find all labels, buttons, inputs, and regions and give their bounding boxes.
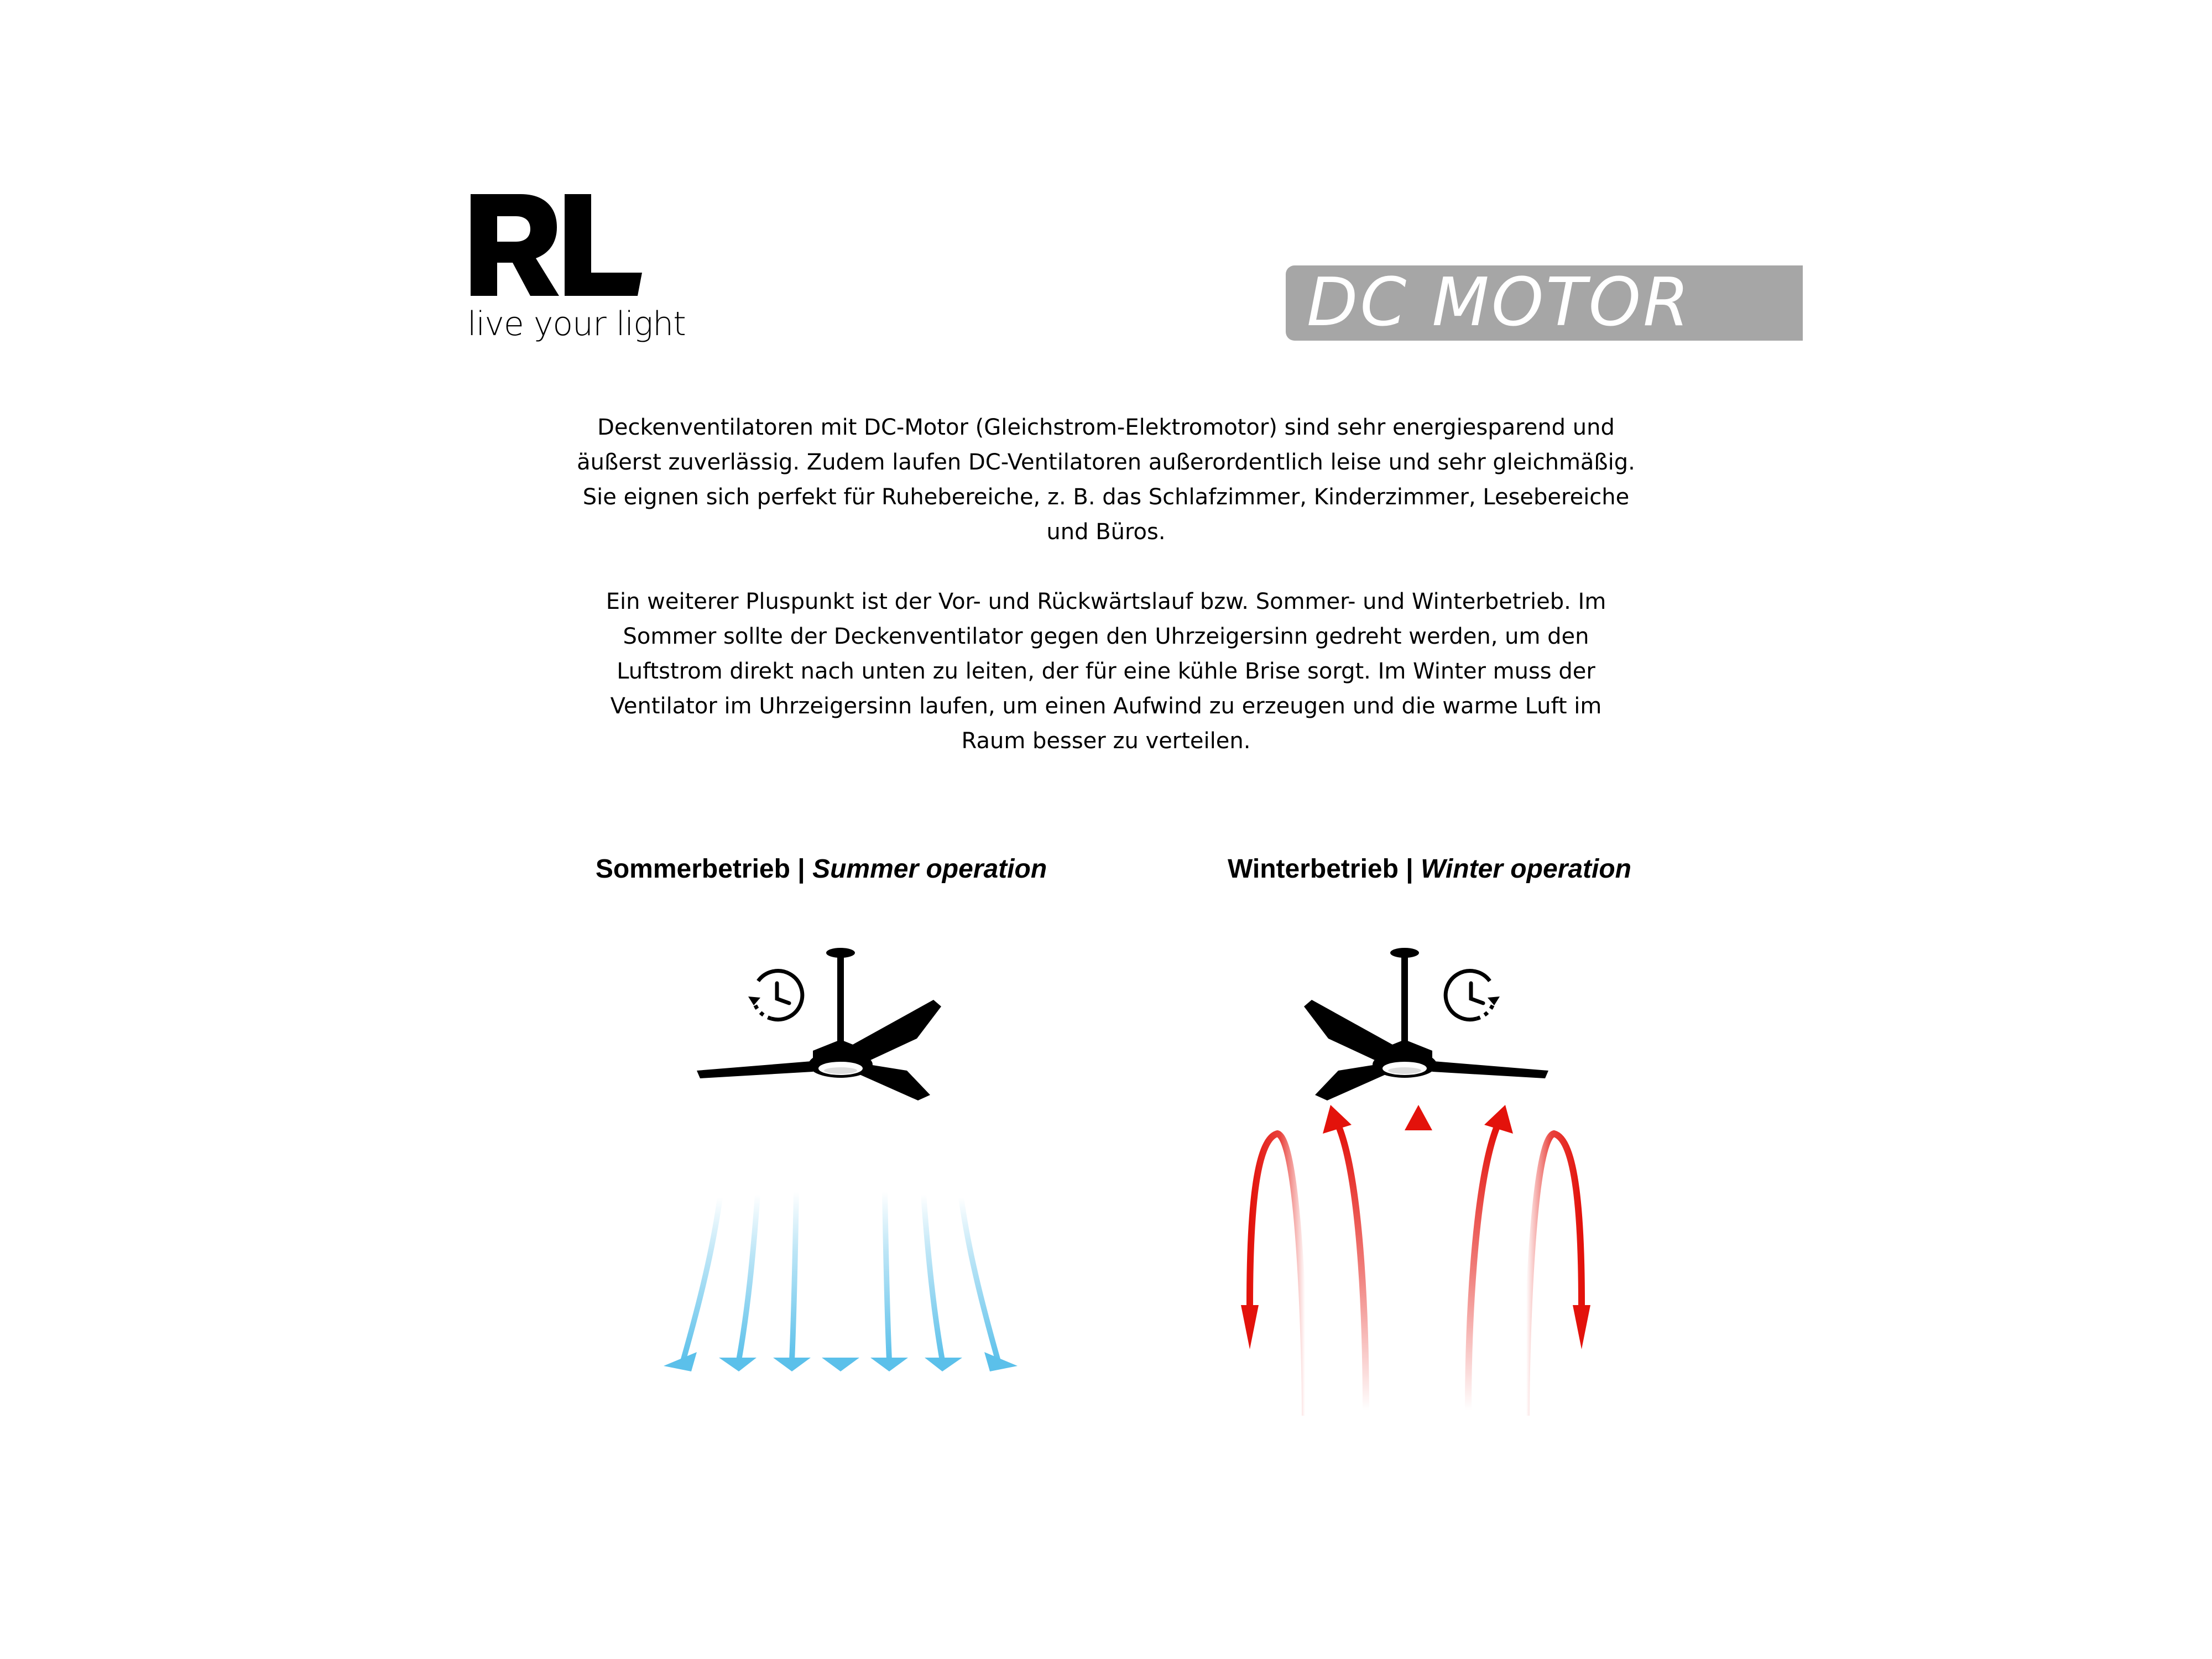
ceiling-fan-icon — [1304, 948, 1548, 1100]
clockwise-clock-icon — [1446, 971, 1500, 1020]
description-paragraph-1: Deckenventilatoren mit DC-Motor (Gleichstrom-Elektromotor) sind sehr energiesparend und äußerst zuverlässig. Zudem laufen DC-Ventilatoren außerordentlich leise und sehr gleichmäßig. Sie eignen sich perfekt für Ruhebereiche, z. B. das Schlafzimmer, Kinderzimmer, Lesebereiche und Büros. — [577, 415, 1635, 545]
description-paragraph-2: Ein weiterer Pluspunkt ist der Vor- und Rückwärtslauf bzw. Sommer- und Winterbetrieb. Im Sommer sollte der Deckenventilator gegen den Uhrzeigersinn gedreht werden, um den Luftstrom direkt nach unten zu leiten, der für eine kühle Brise sorgt. Im Winter muss der Ventilator im Uhrzeigersinn laufen, um einen Aufwind zu erzeugen und die warme Luft im Raum besser zu verteilen. — [606, 589, 1606, 754]
rl-logo-mark — [467, 191, 644, 301]
summer-title-en: Summer operation — [812, 854, 1047, 884]
winter-title-de: Winterbetrieb — [1228, 854, 1399, 884]
ceiling-fan-icon — [697, 948, 941, 1100]
winter-title-en: Winter operation — [1421, 854, 1631, 884]
summer-title-separator: | — [790, 854, 813, 884]
summer-title-de: Sommerbetrieb — [595, 854, 790, 884]
dc-motor-badge-label: DC MOTOR — [1307, 264, 1692, 341]
dc-motor-badge — [1286, 265, 1803, 341]
brand-tagline: live your light — [467, 305, 686, 343]
winter-operation-title — [1161, 853, 1698, 886]
downward-airflow-arrows — [664, 1192, 1018, 1371]
brand-logo — [467, 191, 686, 346]
upward-airflow-arrows — [1241, 1105, 1590, 1416]
description-text — [575, 410, 1637, 759]
winter-title-separator: | — [1398, 854, 1421, 884]
counterclockwise-clock-icon — [748, 971, 802, 1020]
summer-operation-title — [553, 853, 1089, 886]
winter-diagram — [1217, 929, 1637, 1427]
summer-diagram — [630, 929, 1051, 1405]
